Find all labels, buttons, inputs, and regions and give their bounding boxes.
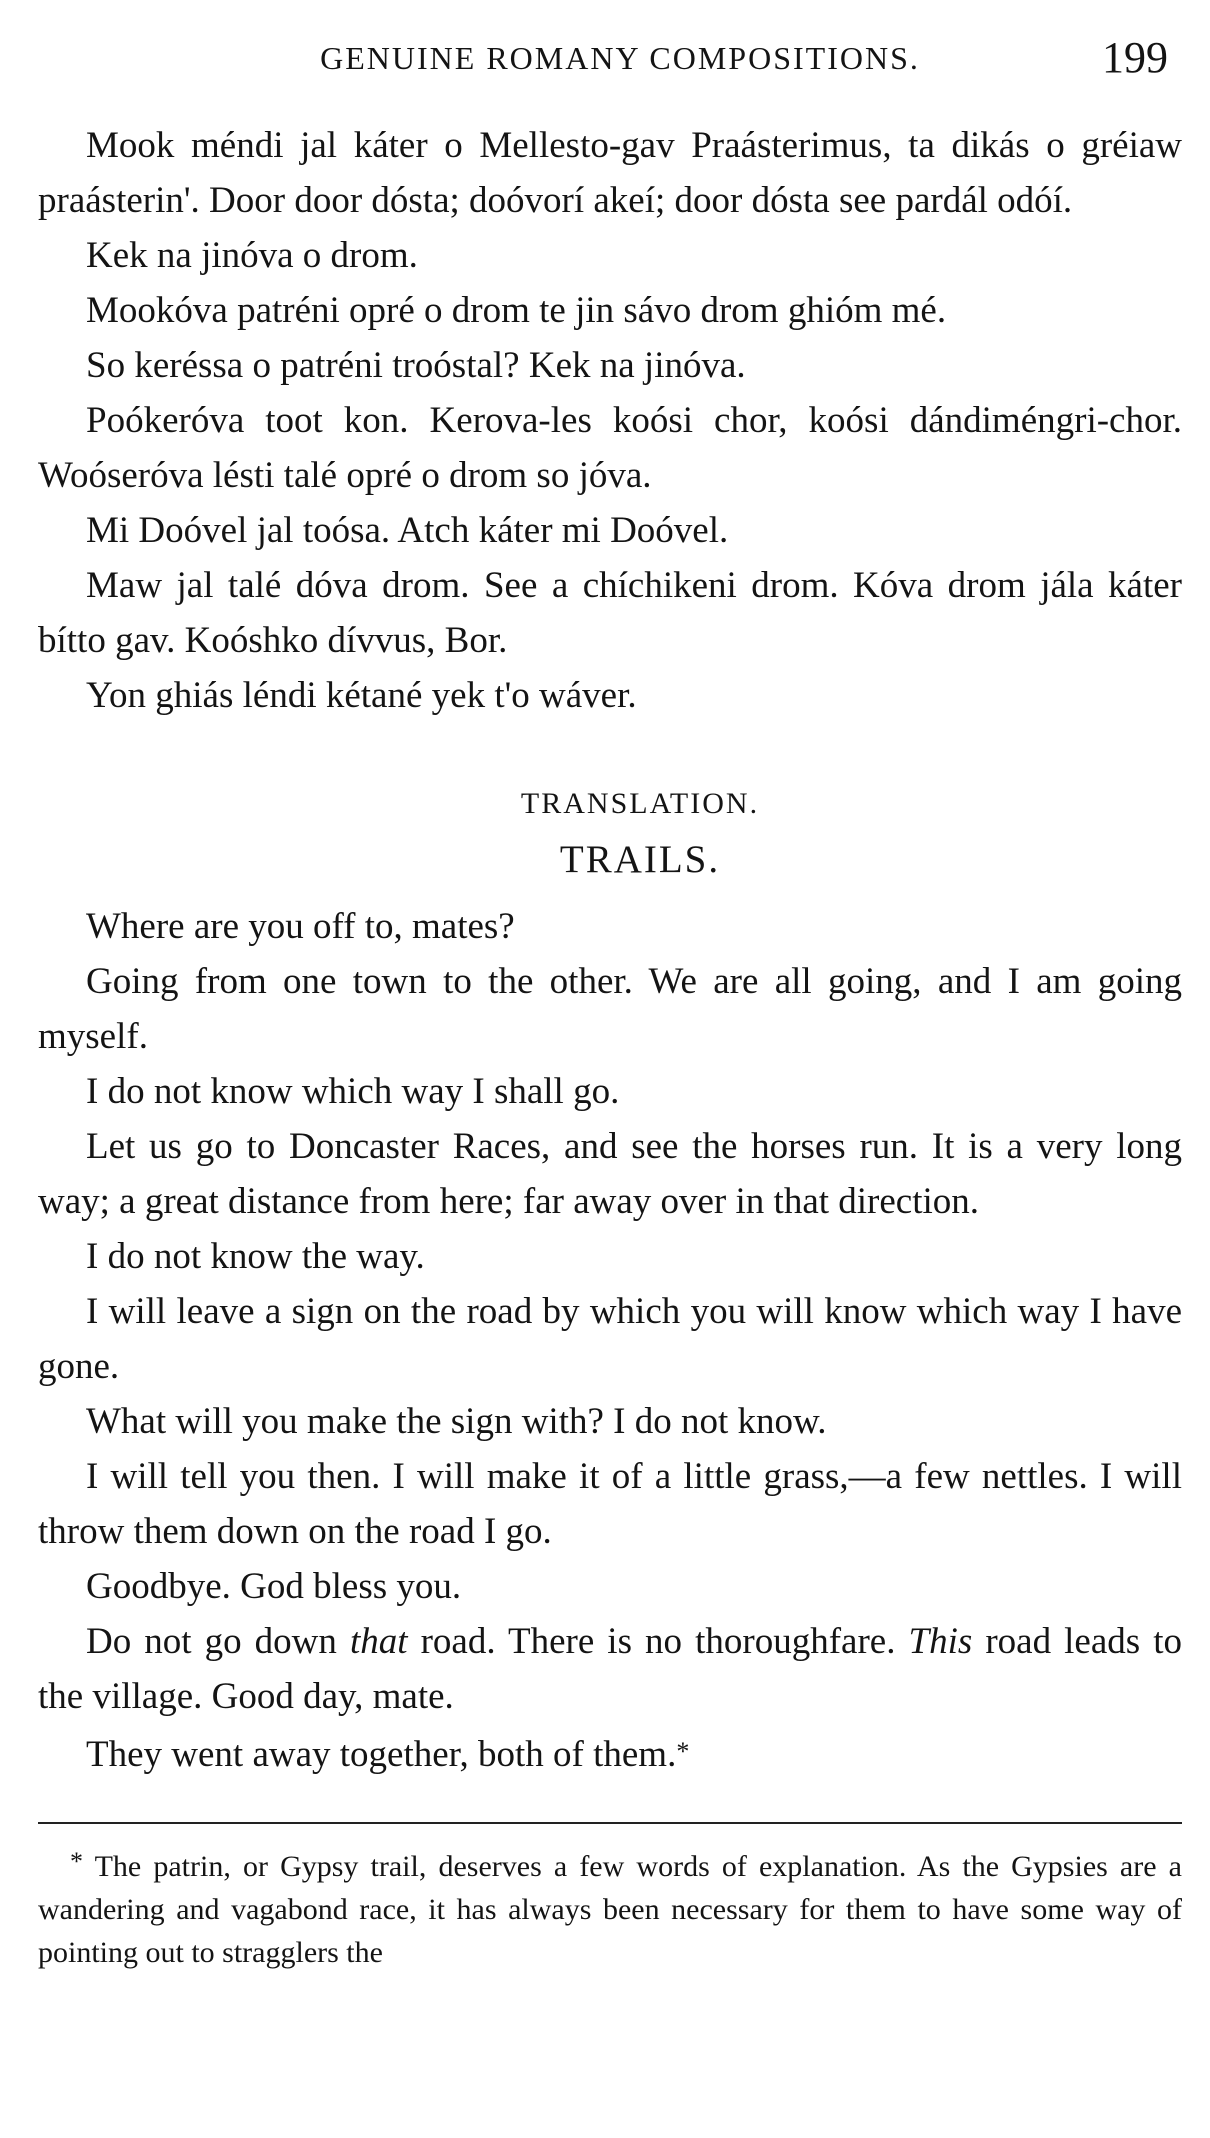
translation-paragraph: Going from one town to the other. We are all going, and I am going myself. xyxy=(38,961,1182,1057)
translation-paragraph: I do not know the way. xyxy=(86,1236,425,1277)
running-head xyxy=(38,30,1182,82)
translation-paragraph: I do not know which way I shall go. xyxy=(86,1071,620,1112)
romany-paragraph: Kek na jinóva o drom. xyxy=(86,235,418,276)
translation-paragraph: Where are you off to, mates? xyxy=(86,906,515,947)
romany-paragraph: So keréssa o patréni troóstal? Kek na jinóva. xyxy=(86,345,746,386)
romany-paragraph: Mi Doóvel jal toósa. Atch káter mi Doóvel. xyxy=(86,510,729,551)
footnote xyxy=(38,1840,1182,1974)
italic-word: This xyxy=(908,1621,973,1662)
text-run: road. There is no thoroughfare. xyxy=(407,1621,909,1662)
translation-label: TRANSLATION. xyxy=(520,787,760,820)
footnote-mark: * xyxy=(70,1847,83,1876)
romany-paragraph: Mook méndi jal káter o Mellesto-gav Praásterimus, ta dikás o gréiaw praásterin'. Door door dósta; doóvorí akeí; door dósta see pardál odóí. xyxy=(38,125,1182,221)
footnote-reference: * xyxy=(676,1737,690,1766)
translation-title: TRAILS. xyxy=(559,838,721,881)
translation-paragraph xyxy=(38,1614,1182,1724)
translation-section xyxy=(38,779,1182,1782)
page-number: 199 xyxy=(1102,33,1168,82)
romany-text xyxy=(38,118,1182,723)
translation-paragraph: What will you make the sign with? I do not know. xyxy=(86,1401,827,1442)
translation-paragraph: I will tell you then. I will make it of a little grass,—a few nettles. I will throw them down on the road I go. xyxy=(38,1456,1182,1552)
running-title: GENUINE ROMANY COMPOSITIONS. xyxy=(320,40,920,76)
text-run: Do not go down xyxy=(86,1621,350,1662)
romany-paragraph: Mookóva patréni opré o drom te jin sávo drom ghióm mé. xyxy=(86,290,947,331)
body-text xyxy=(38,118,1182,1974)
translation-paragraph xyxy=(38,1724,1182,1782)
italic-word: that xyxy=(349,1621,408,1662)
translation-paragraph: Let us go to Doncaster Races, and see the horses run. It is a very long way; a great distance from here; far away over in that direction. xyxy=(38,1126,1182,1222)
footnote-text: The patrin, or Gypsy trail, deserves a few words of explanation. As the Gypsies are a wandering and vagabond race, it has always been necessary for them to have some way of pointing out to stragglers the xyxy=(38,1850,1182,1969)
text-run: They went away together, both of them. xyxy=(86,1734,677,1775)
romany-paragraph: Yon ghiás léndi kétané yek t'o wáver. xyxy=(86,675,637,716)
footnote-rule xyxy=(38,1822,1182,1824)
romany-paragraph: Poókeróva toot kon. Kerova-les koósi chor, koósi dándiméngri-chor. Woóseróva lésti talé opré o drom so jóva. xyxy=(38,400,1182,496)
translation-paragraph: Goodbye. God bless you. xyxy=(86,1566,462,1607)
text-run: road leads to the village. Good day, mate. xyxy=(38,1621,1183,1717)
romany-paragraph: Maw jal talé dóva drom. See a chíchikeni drom. Kóva drom jála káter bítto gav. Koóshko dívvus, Bor. xyxy=(38,565,1182,661)
translation-paragraph: I will leave a sign on the road by which you will know which way I have gone. xyxy=(38,1291,1182,1387)
